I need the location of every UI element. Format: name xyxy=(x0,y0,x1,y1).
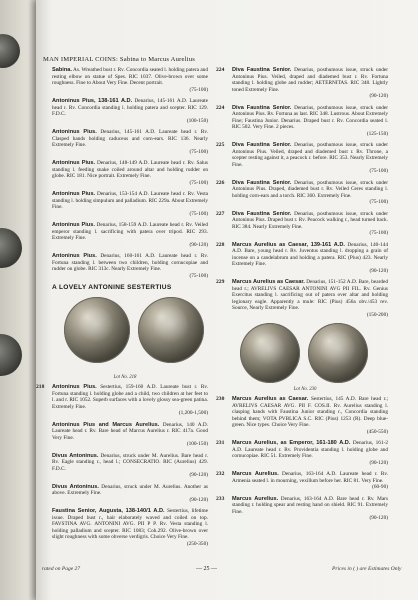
lot-estimate: (90-120) xyxy=(189,241,208,248)
lot-title: Divus Antoninus. xyxy=(52,452,99,459)
lot-estimate: (75-100) xyxy=(369,168,388,174)
lot-description: Denarius, 145-161 A.D. Laureate head r. Rv. Concordia standing l. holding patera and scepter. RIC 129. F.D.C. xyxy=(52,98,208,117)
lot-number: 225 xyxy=(216,142,225,148)
lot-title: Antoninus Pius. xyxy=(52,129,97,135)
lot-description: Denarius, 148-149 A.D. Laureate head r. Rv. Salus standing l. feeding snake coiled around altar and holding rudder on globe. RIC 181. Nice portrait. Extremely Fine. xyxy=(52,160,208,179)
lot-estimate: (90-120) xyxy=(369,93,388,99)
lot-title: Diva Faustina Senior. xyxy=(232,142,292,148)
left-page-coin xyxy=(0,334,22,376)
lot-number: 229 xyxy=(216,279,225,285)
lot-title: Diva Faustina Senior. xyxy=(232,104,292,111)
lot-title: Diva Faustina Senior. xyxy=(232,67,292,73)
coin-obverse-image xyxy=(64,297,130,363)
lot-number: 224 xyxy=(216,104,225,111)
right-column xyxy=(216,67,389,527)
lot-estimate: (1,200-1,500) xyxy=(178,410,208,416)
lot-title: Antoninus Pius. xyxy=(52,384,97,390)
lot-description: Denarius, posthumous issue, struck under Antoninus Pius. Veiled, draped and diademed bust r. Rv. Fortuna standing l. holding globe and rudder; AETERNITAS. RIC 348. Lightly toned Extremely Fine. xyxy=(232,67,389,93)
lot-estimate: (100-150) xyxy=(186,441,208,447)
lot-number: 227 xyxy=(216,210,225,217)
lot-entry xyxy=(42,160,208,186)
left-facing-page xyxy=(0,0,40,600)
coin-reverse-image xyxy=(308,323,368,383)
lot-number: 228 xyxy=(216,241,225,248)
lot-entry xyxy=(42,484,208,504)
lot-title: Marcus Aurelius as Caesar. xyxy=(232,279,305,285)
lot-number: 224 xyxy=(216,67,225,73)
lot-description: Denarius, posthumous issue, struck under Antoninus Pius. Veiled, draped and diademed bust r. Rv. Throne, a scepter resting against it, a peacock r. before. RIC 353. Nearly Extremely Fine. xyxy=(232,142,389,168)
lot-title: Antoninus Pius. xyxy=(52,253,97,259)
left-page-coin xyxy=(0,34,20,68)
lot-estimate: (75-100) xyxy=(189,210,208,217)
lot-title: Sabina. xyxy=(52,67,72,73)
feature-title: A LOVELY ANTONINE SESTERTIUS xyxy=(52,284,172,291)
lot-description: Denarius, struck under M. Aurelius. Another as above. Extremely Fine. xyxy=(52,483,208,496)
lot-entry xyxy=(216,142,389,175)
lot-entry xyxy=(216,67,389,100)
lot-description: Sestertius, lifetime issue. Draped bust r., hair elaborately waved and coiled on top. FAVSTINA AVG. ANTONINI AVG. PII P P. Rv. Vesta standing l. holding palladium and scepter. RIC 1083; Coh.292. Olive-brown over slight roughness with some obverse verdigris. Choice Very Fine. xyxy=(52,508,208,540)
lot-title: Marcus Aurelius as Caesar. xyxy=(232,396,309,402)
lot-title: Diva Faustina Senior. xyxy=(232,179,292,186)
lot-number: 230 xyxy=(216,396,225,402)
lot-entry xyxy=(216,241,388,275)
lot-number: 218 xyxy=(36,384,45,390)
lot-estimate: (450-550) xyxy=(366,428,388,435)
lot-description: Denarius, 140 A.D. Laureate head r. Rv. Bare head of Marcus Aurelius r. RIC 417a. Good Very Fine. xyxy=(52,421,208,441)
lot-description: Denarius, 153-154 A.D. Laureate head r. Rv. Vesta standing l. holding simpulum and palladium. RIC 229a. About Extremely Fine. xyxy=(52,191,209,210)
lot-230-caption: Lot No. 230 xyxy=(293,387,317,392)
lot-description: Denarius, posthumous issue, struck under Antoninus Pius. Rv. Fortuna as last. RIC 348. Lustrous. About Extremely Fine; Faustina Junior. Denarius. Draped bust r. Rv. Concordia seated l. RIC 502. Very Fine. 2 pieces. xyxy=(232,104,389,130)
coin-reverse-image xyxy=(138,297,204,363)
lot-title: Divus Antoninus. xyxy=(52,483,99,490)
lot-number: 232 xyxy=(216,471,225,477)
lot-estimate: (90-120) xyxy=(369,459,388,466)
lot-title: Marcus Aurelius as Caesar, 139-161 A.D. xyxy=(232,241,345,248)
feature-caption: Lot No. 218 xyxy=(113,375,137,380)
lot-entry xyxy=(42,453,208,479)
left-page-coin xyxy=(0,228,22,268)
lot-estimate: (90-120) xyxy=(369,515,388,521)
catalog-page xyxy=(36,0,418,600)
lot-entry xyxy=(42,422,208,448)
left-column xyxy=(36,67,209,552)
lot-description: Sestertius, 145 A.D. Bare head r.; AVRELIVS CAESAR AVG. PII F. COS.II. Rv. Aurelius standing l. clasping hands with Faustina Junior standing r., Concordia standing behind them; VOTA PVBLICA S.C. RIC (Pius) 1253 (R). Deep blue-green. Nice types. Choice Very Fine. xyxy=(232,396,388,428)
feature-coin-images xyxy=(58,297,208,375)
lot-title: Faustina Senior, Augusta, 138-140/1 A.D. xyxy=(52,508,165,514)
lot-title: Marcus Aurelius, as Emperor, 161-180 A.D. xyxy=(232,440,351,446)
lot-description: Denarius, 163-164 A.D. Laureate head r. Rv. Armenia seated l. in mourning, vexillum before her. RIC 81. Very Fine. xyxy=(232,471,388,484)
lot-entry xyxy=(216,210,389,237)
lot-estimate: (75-100) xyxy=(369,199,388,205)
lot-estimate: (90-120) xyxy=(369,267,388,274)
lot-description: Denarius, 163-164 A.D. Bare head r. Rv. Mars standing r. holding spear and resting hand on shield. RIC 91. Extremely Fine. xyxy=(232,495,389,515)
lot-entry xyxy=(42,508,208,547)
lot-entry xyxy=(42,67,208,93)
lot-title: Antoninus Pius. xyxy=(52,160,96,166)
lot-estimate: (60-90) xyxy=(372,484,388,490)
lot-entry xyxy=(216,396,388,435)
lot-entry xyxy=(42,129,208,155)
lot-estimate: (75-100) xyxy=(189,86,208,93)
lot-description: Denarius, 145-161 A.D. Laureate head r. Rv. Clasped hands holding caduceus and corn-ears. RIC 136. Nearly Extremely Fine. xyxy=(52,129,209,148)
lot-description: Denarius, 161-2 A.D. Laureate head r. Rv. Providentia standing l. holding globe and cornucopiae. RIC 51. Extremely Fine. xyxy=(232,440,389,459)
lot-number: 231 xyxy=(216,440,225,446)
lot-estimate: (75-100) xyxy=(369,230,388,236)
lot-estimate: (75-100) xyxy=(189,179,208,186)
footer-note-right: Prices in ( ) are Estimates Only xyxy=(332,566,402,572)
page-number: — 25 — xyxy=(196,566,217,572)
lot-entry xyxy=(42,253,208,279)
coin-obverse-image xyxy=(240,323,300,383)
lot-title: Antoninus Pius and Marcus Aurelius. xyxy=(52,421,160,428)
lot-230-coin-images xyxy=(238,323,388,387)
lot-title: Antoninus Pius, 138-161 A.D. xyxy=(52,98,133,104)
lot-description: Sestertius, 159-160 A.D. Laureate bust r. Rv. Fortuna standing l. holding globe and a child, two children at her feet to l. and r. RIC 1052. Superb surfaces with a lovely glossy sea-green patina. Extremely Fine. xyxy=(52,384,208,410)
lot-entry xyxy=(42,191,208,217)
lot-estimate: (90-120) xyxy=(189,472,208,478)
lot-description: Denarius, 151-152 A.D. Bare, bearded head r.; AVRELIVS CAESAR ANTONINI AVG PII FIL. Rv. Genius Exercitus standing l. sacrificing out of patera over altar and holding legionary eagle. Apparently a mule: RIC (Pius) 456a obv./453 rev. Source, Nearly Extremely Fine. xyxy=(232,279,388,311)
lot-estimate: (75-100) xyxy=(189,272,208,279)
lot-title: Antoninus Pius. xyxy=(52,191,96,197)
lot-title: Antoninus Pius. xyxy=(52,222,95,228)
lot-entry xyxy=(36,384,208,417)
lot-description: Denarius, 140-144 A.D. Bare, young head r. Rv. Juventus standing l. dropping a grain of incense on a candelabrum and holding a patera. RIC (Pius) 423. Nearly Extremely Fine. xyxy=(232,241,388,267)
lot-description: Denarius, posthumous issue, struck under Antoninus Pius. Draped bust r. Rv. Peacock walking r., head turned back. RIC 384. Nearly Extremely Fine. xyxy=(232,210,389,230)
lot-entry xyxy=(42,222,208,248)
lot-title: Marcus Aurelius. xyxy=(232,495,279,502)
lot-entry xyxy=(216,179,389,206)
lot-description: Denarius, 158-159 A.D. Laureate head r. Rv. Veiled emperor standing l. sacrificing with patera over tripod. RIC 293. Extremely Fine. xyxy=(52,222,208,241)
lot-description: Denarius, struck under M. Aurelius. Bare head r. Rv. Eagle standing r., head l.; CONSECRATIO. RIC (Aurelius) 429. F.D.C. xyxy=(52,452,208,472)
lot-description: Denarius, 160-161 A.D. Laureate head r. Rv. Fortuna standing l. between two children, holding cornucopiae and rudder on globe. RIC 313c. Nearly Extremely Fine. xyxy=(52,253,209,272)
lot-estimate: (125-150) xyxy=(366,130,388,137)
footer-note-left: rated on Page 27 xyxy=(42,566,81,572)
lot-number: 233 xyxy=(216,495,225,502)
lot-entry xyxy=(42,98,208,124)
lot-estimate: (75-100) xyxy=(189,148,208,155)
lot-description: Denarius, posthumous issue, struck under Antoninus Pius. Draped, diademed bust r. Rv. Veiled Ceres standing l. holding corn-ears and a torch. RIC 360. Extremely Fine. xyxy=(232,179,389,199)
lot-entry xyxy=(216,440,389,466)
lot-entry xyxy=(216,471,388,491)
lot-entry xyxy=(216,104,389,138)
lot-title: Diva Faustina Senior. xyxy=(232,210,292,217)
lot-entry xyxy=(216,279,388,318)
lot-estimate: (250-350) xyxy=(186,540,208,547)
lot-description: As. Wreathed bust r. Rv. Concordia seated l. holding patera and resting elbow on statue of Spes. RIC 1037. Olive-brown over some roughness. Fine to About Very Fine. Decent portrait. xyxy=(52,67,208,86)
running-header: MAN IMPERIAL COINS: Sabina to Marcus Aurelius xyxy=(43,56,195,63)
lot-entry xyxy=(216,495,389,522)
lot-estimate: (150-200) xyxy=(366,311,388,318)
lot-number: 226 xyxy=(216,179,225,186)
lot-estimate: (100-150) xyxy=(186,117,208,124)
lot-estimate: (90-120) xyxy=(189,496,208,503)
lot-title: Marcus Aurelius. xyxy=(232,471,279,477)
